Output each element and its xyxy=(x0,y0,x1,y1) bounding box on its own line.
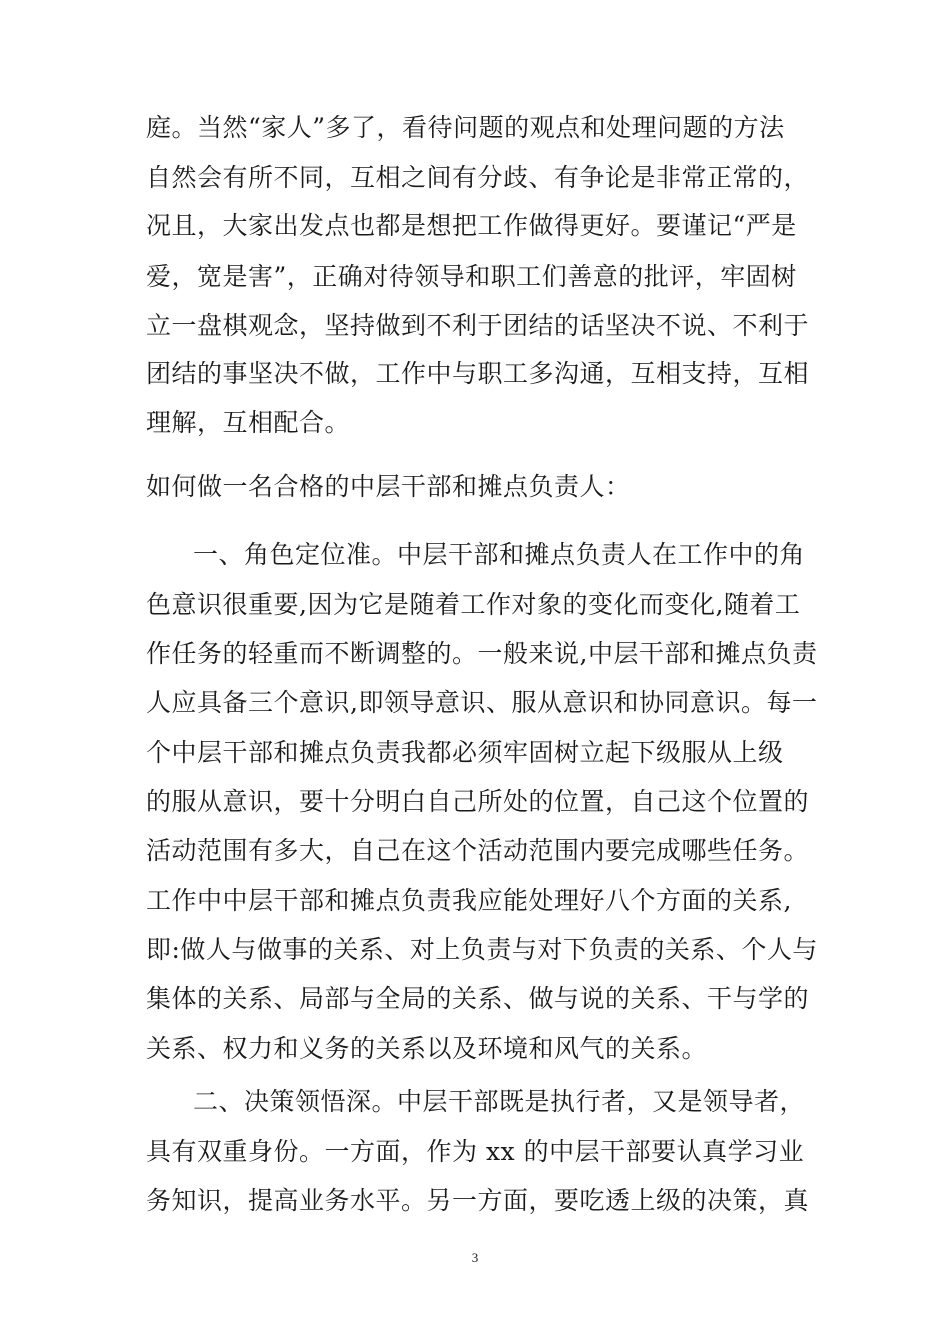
page-number: 3 xyxy=(471,1250,479,1265)
text-line: 立一盘棋观念，坚持做到不利于团结的话坚决不说、不利于 xyxy=(146,311,810,340)
text-line: 工作中中层干部和摊点负责我应能处理好八个方面的关系, xyxy=(146,886,792,915)
text-line: 庭。当然“家人”多了，看待问题的观点和处理问题的方法 xyxy=(146,113,785,142)
text-line: 的服从意识，要十分明白自己所处的位置，自己这个位置的 xyxy=(146,787,810,816)
text-line: 自然会有所不同，互相之间有分歧、有争论是非常正常的， xyxy=(146,163,810,192)
text-line: 务知识，提高业务水平。另一方面，要吃透上级的决策，真 xyxy=(146,1186,810,1215)
section-heading: 如何做一名合格的中层干部和摊点负责人： xyxy=(146,472,631,501)
text-line: 况且，大家出发点也都是想把工作做得更好。要谨记“严是 xyxy=(146,211,797,240)
text-line: 一、角色定位准。中层干部和摊点负责人在工作中的角 xyxy=(193,540,806,569)
text-line: 人应具备三个意识,即领导意识、服从意识和协同意识。每一 xyxy=(146,688,818,717)
text-line: 个中层干部和摊点负责我都必须牢固树立起下级服从上级 xyxy=(146,738,784,767)
text-line: 理解，互相配合。 xyxy=(146,408,351,437)
text-line: 即:做人与做事的关系、对上负责与对下负责的关系、个人与 xyxy=(146,935,818,964)
text-line: 具有双重身份。一方面，作为 xx 的中层干部要认真学习业 xyxy=(146,1137,805,1166)
text-line: 爱，宽是害”，正确对待领导和职工们善意的批评，牢固树 xyxy=(146,262,797,291)
text-line: 关系、权力和义务的关系以及环境和风气的关系。 xyxy=(146,1034,708,1063)
text-line: 色意识很重要,因为它是随着工作对象的变化而变化,随着工 xyxy=(146,590,801,619)
text-line: 团结的事坚决不做，工作中与职工多沟通，互相支持，互相 xyxy=(146,359,810,388)
text-line: 二、决策领悟深。中层干部既是执行者，又是领导者， xyxy=(193,1087,806,1116)
text-line: 作任务的轻重而不断调整的。一般来说,中层干部和摊点负责 xyxy=(146,639,818,668)
text-line: 集体的关系、局部与全局的关系、做与说的关系、干与学的 xyxy=(146,984,810,1013)
text-line: 活动范围有多大，自己在这个活动范围内要完成哪些任务。 xyxy=(146,836,810,865)
